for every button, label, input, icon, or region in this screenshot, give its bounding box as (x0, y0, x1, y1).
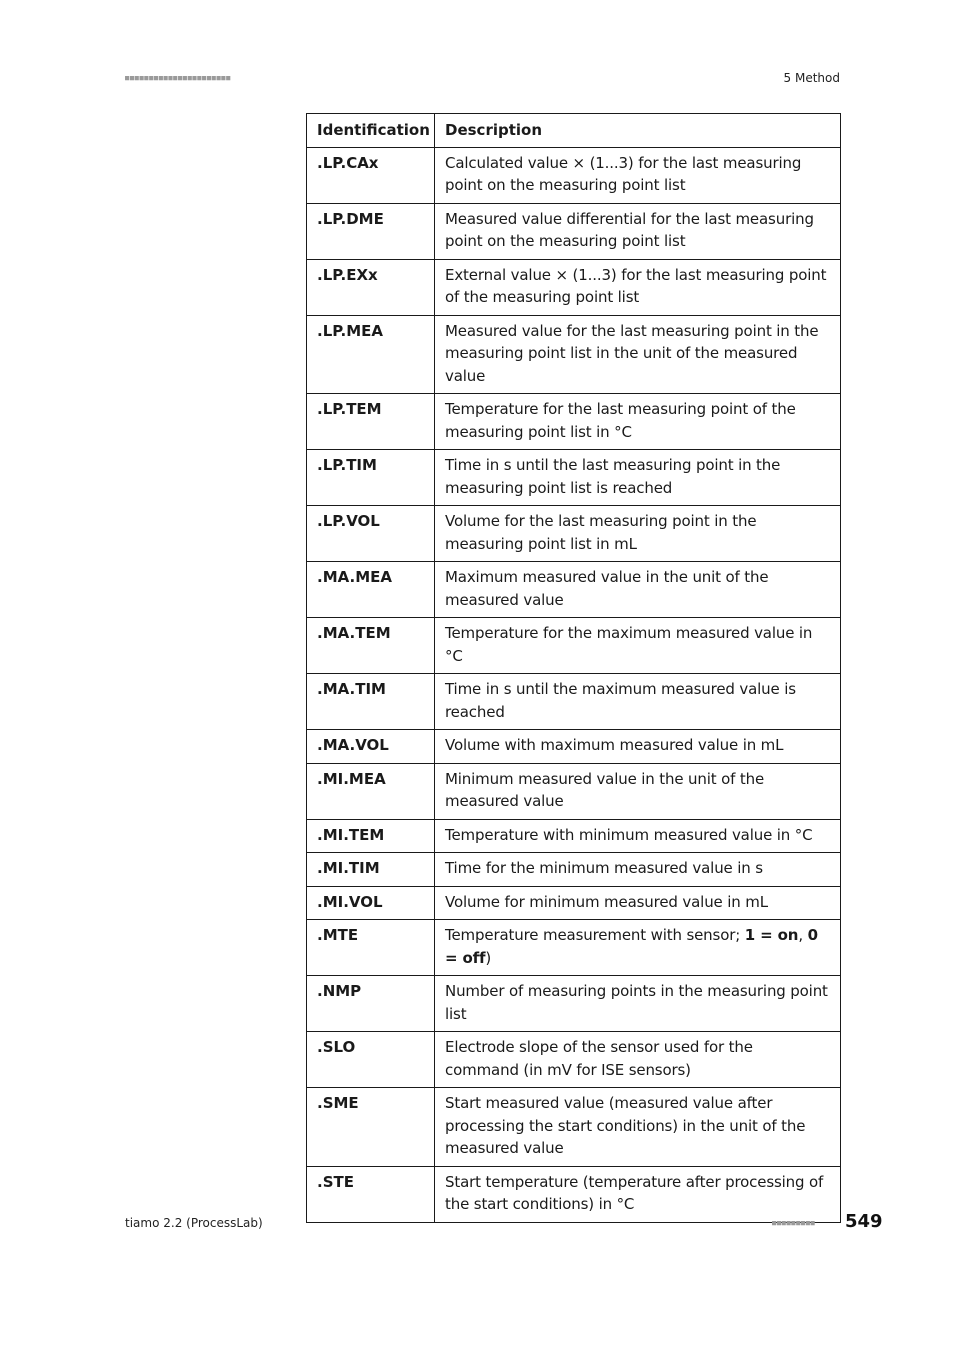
row-identifier: .MI.MEA (307, 763, 435, 819)
table-row (307, 920, 841, 976)
table-row (307, 450, 841, 506)
header-decoration: ■■■■■■■■■■■■■■■■■■■■■■ (125, 74, 231, 82)
row-description: Volume for minimum measured value in mL (435, 886, 841, 920)
row-description (435, 920, 841, 976)
row-identifier: .SME (307, 1088, 435, 1167)
row-identifier: .MA.TIM (307, 674, 435, 730)
table-row (307, 674, 841, 730)
desc-separator: , (798, 926, 808, 944)
identification-table (306, 113, 841, 1223)
row-description: Measured value for the last measuring point in the measuring point list in the unit of the measured value (435, 315, 841, 394)
row-identifier: .MI.TEM (307, 819, 435, 853)
on-value: 1 = on (744, 926, 799, 944)
row-identifier: .NMP (307, 976, 435, 1032)
table-row (307, 976, 841, 1032)
table-row (307, 1088, 841, 1167)
row-description: Start measured value (measured value after processing the start conditions) in the unit of the measured value (435, 1088, 841, 1167)
table-row (307, 562, 841, 618)
row-description: Time for the minimum measured value in s (435, 853, 841, 887)
table-row (307, 1032, 841, 1088)
table-row (307, 259, 841, 315)
table-row (307, 730, 841, 764)
row-description: External value × (1...3) for the last measuring point of the measuring point list (435, 259, 841, 315)
desc-closing: ) (485, 948, 492, 967)
table-row (307, 506, 841, 562)
table-row (307, 819, 841, 853)
row-identifier: .MA.VOL (307, 730, 435, 764)
table-row (307, 203, 841, 259)
row-identifier: .SLO (307, 1032, 435, 1088)
table-row (307, 1166, 841, 1222)
row-identifier: .MA.MEA (307, 562, 435, 618)
footer-decoration: ■■■■■■■■■ (772, 1219, 816, 1227)
desc-text: Temperature measurement with sensor; (445, 926, 745, 944)
row-description: Time in s until the maximum measured value is reached (435, 674, 841, 730)
row-identifier: .LP.MEA (307, 315, 435, 394)
row-description: Electrode slope of the sensor used for the command (in mV for ISE sensors) (435, 1032, 841, 1088)
product-name: tiamo 2.2 (ProcessLab) (125, 1216, 263, 1230)
row-identifier: .MI.VOL (307, 886, 435, 920)
row-description: Temperature with minimum measured value in °C (435, 819, 841, 853)
row-identifier: .STE (307, 1166, 435, 1222)
row-description: Maximum measured value in the unit of the measured value (435, 562, 841, 618)
table-header-row (307, 114, 841, 148)
row-identifier: .LP.VOL (307, 506, 435, 562)
row-description: Volume with maximum measured value in mL (435, 730, 841, 764)
row-identifier: .MI.TIM (307, 853, 435, 887)
table-row (307, 315, 841, 394)
table-row (307, 853, 841, 887)
row-identifier: .LP.DME (307, 203, 435, 259)
row-description: Time in s until the last measuring point in the measuring point list is reached (435, 450, 841, 506)
off-value: 0 = off (445, 926, 818, 967)
table-row (307, 886, 841, 920)
chapter-title: 5 Method (783, 71, 840, 85)
table-row (307, 763, 841, 819)
row-identifier: .LP.CAx (307, 147, 435, 203)
row-description: Number of measuring points in the measuring point list (435, 976, 841, 1032)
row-description: Temperature for the maximum measured value in °C (435, 618, 841, 674)
table-row (307, 618, 841, 674)
row-description: Temperature for the last measuring point of the measuring point list in °C (435, 394, 841, 450)
table-row (307, 394, 841, 450)
table-row (307, 147, 841, 203)
row-description: Volume for the last measuring point in the measuring point list in mL (435, 506, 841, 562)
row-description: Measured value differential for the last measuring point on the measuring point list (435, 203, 841, 259)
row-description: Start temperature (temperature after processing of the start conditions) in °C (435, 1166, 841, 1222)
column-header-description: Description (435, 114, 841, 148)
row-identifier: .MA.TEM (307, 618, 435, 674)
row-description: Calculated value × (1...3) for the last measuring point on the measuring point list (435, 147, 841, 203)
row-description: Minimum measured value in the unit of the measured value (435, 763, 841, 819)
row-identifier: .LP.EXx (307, 259, 435, 315)
row-identifier: .LP.TEM (307, 394, 435, 450)
column-header-identification: Identification (307, 114, 435, 148)
row-identifier: .LP.TIM (307, 450, 435, 506)
page-number: 549 (845, 1211, 883, 1232)
row-identifier: .MTE (307, 920, 435, 976)
